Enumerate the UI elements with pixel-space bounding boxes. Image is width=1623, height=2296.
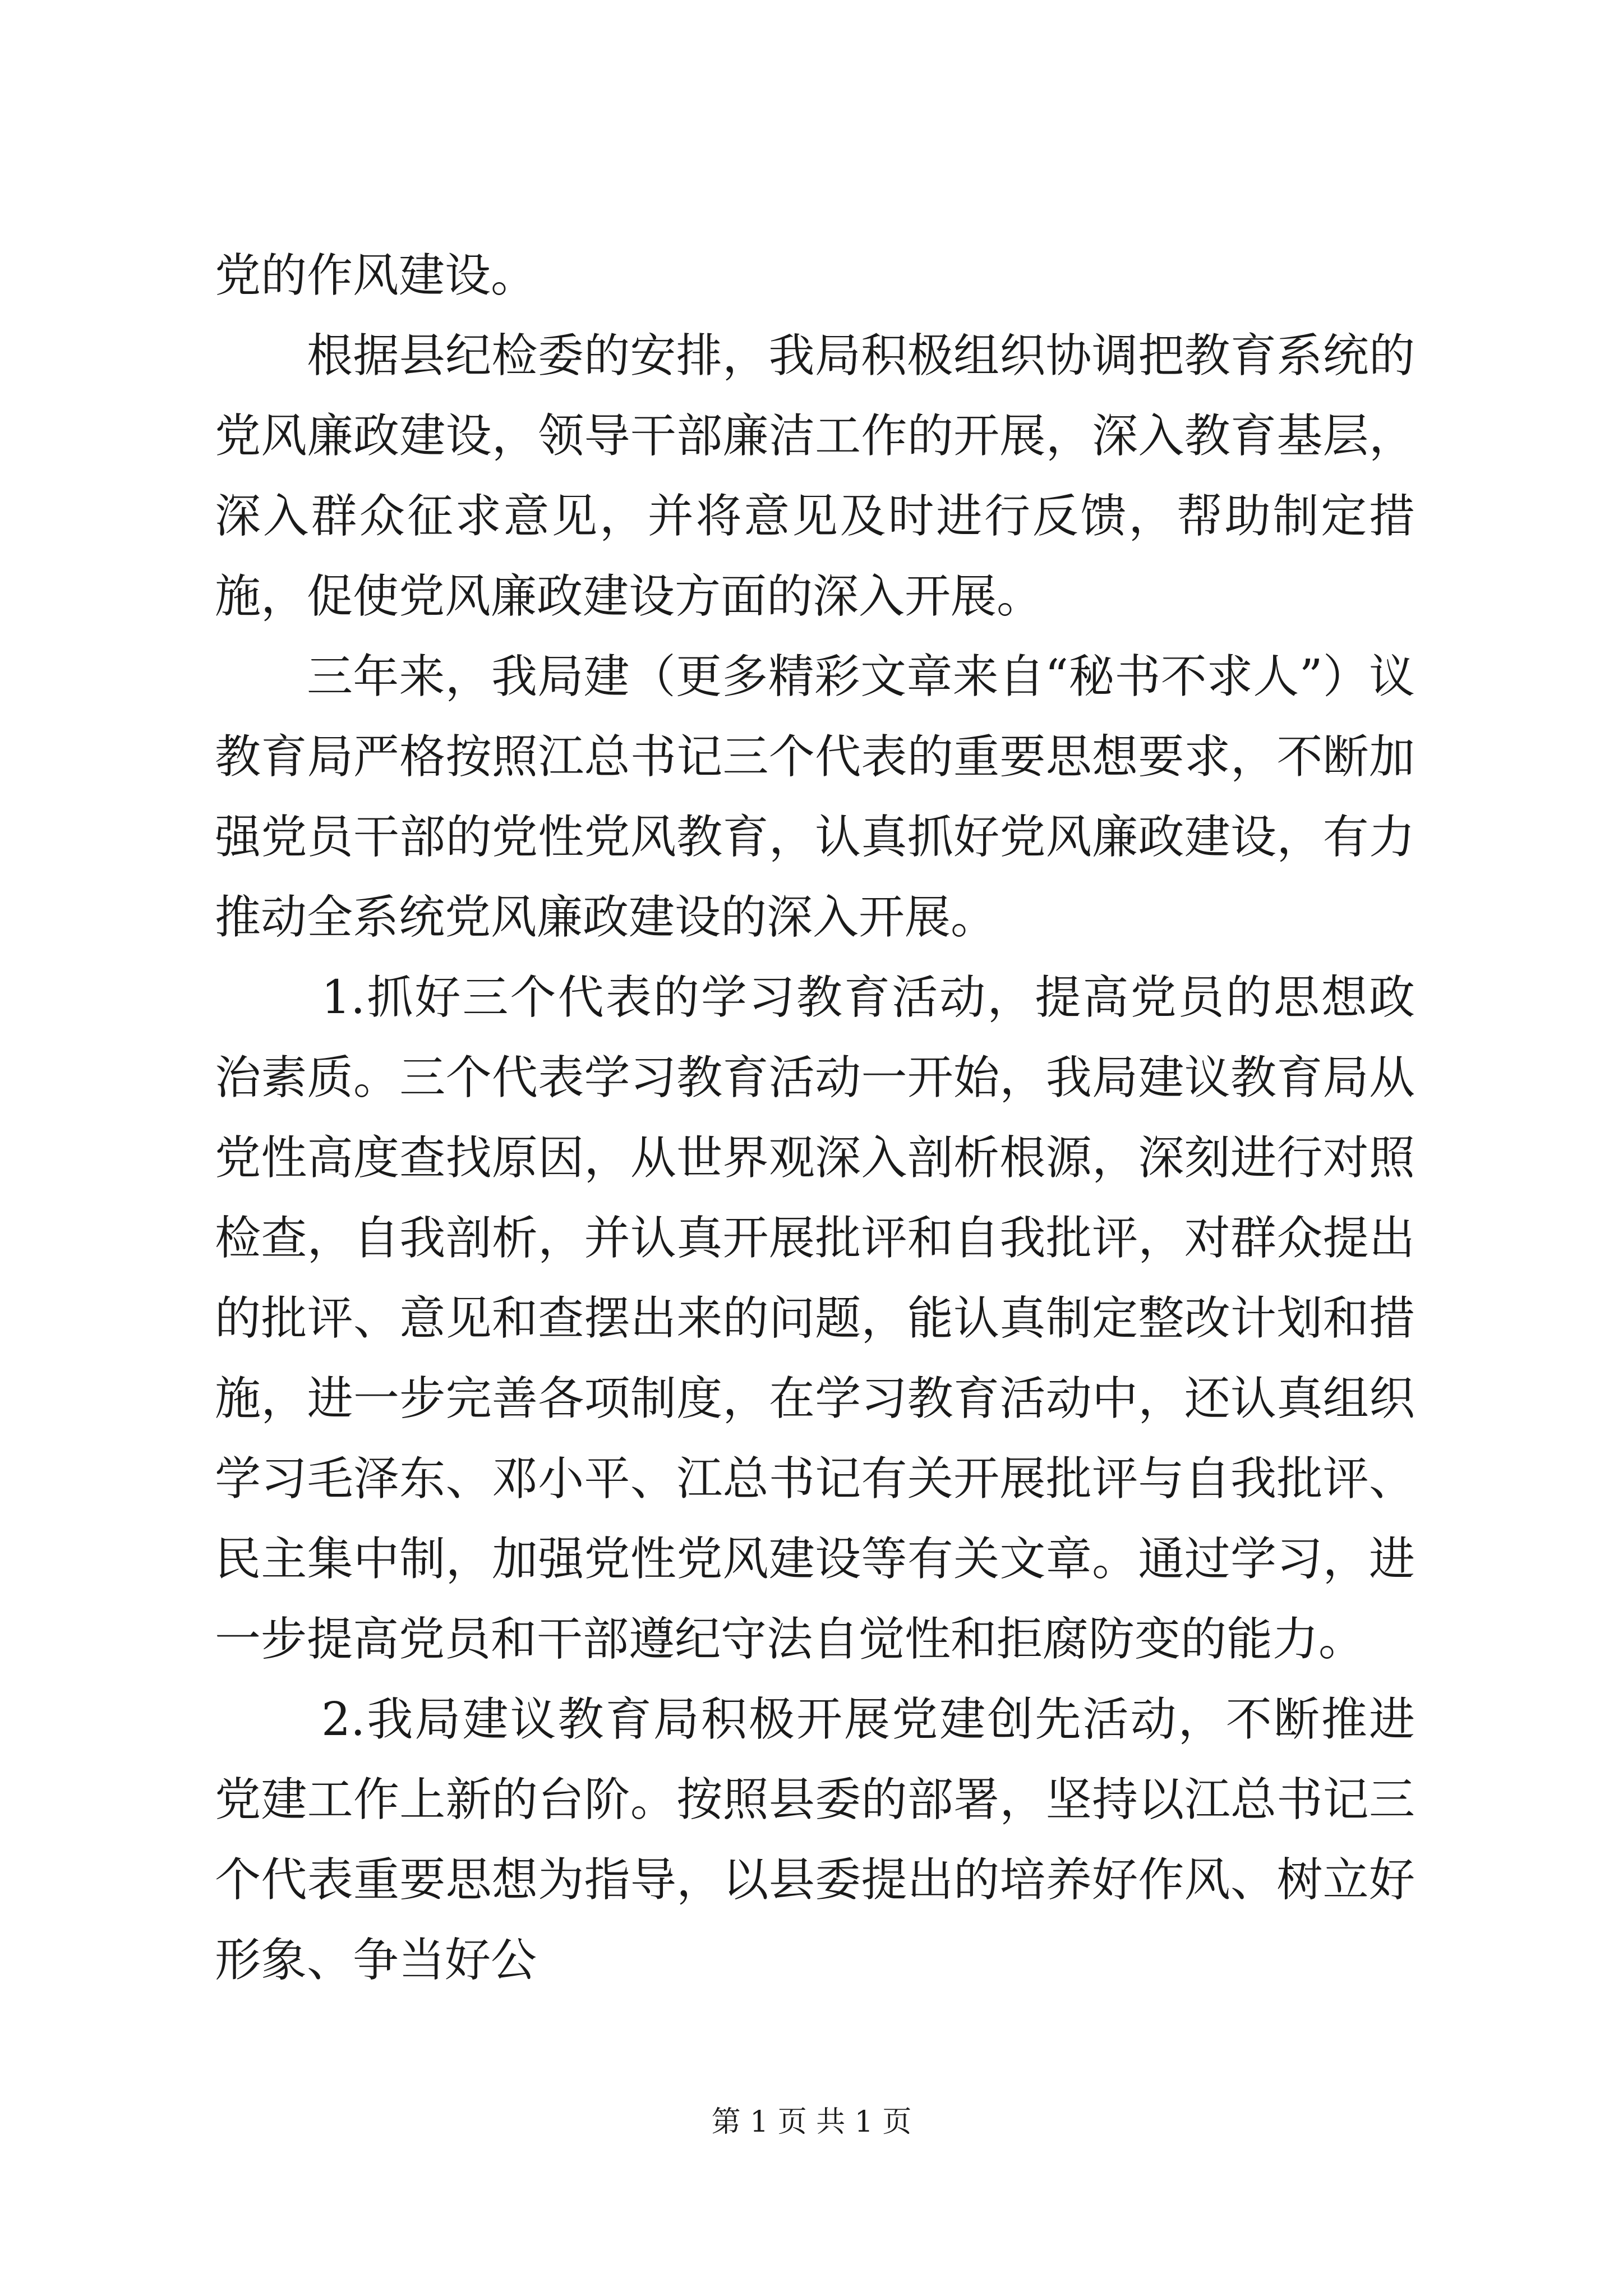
document-body xyxy=(215,236,1415,2000)
paragraph-continuation: 党的作风建设。 xyxy=(215,249,537,302)
paragraph-item-1: 1.抓好三个代表的学习教育活动，提高党员的思想政治素质。三个代表学习教育活动一开始，我局建议教育局从党性高度查找原因，从世界观深入剖析根源，深刻进行对照检查，自我剖析，并认真开展批评和自我批评，对群众提出的批评、意见和查摆出来的问题，能认真制定整改计划和措施，进一步完善各项制度，在学习教育活动中，还认真组织学习毛泽东、邓小平、江总书记有关开展批评与自我批评、民主集中制，加强党性党风建设等有关文章。通过学习，进一步提高党员和干部遵纪守法自觉性和拒腐防变的能力。 xyxy=(215,971,1415,1666)
paragraph-three-years: 三年来，我局建（更多精彩文章来自“秘书不求人”）议教育局严格按照江总书记三个代表的重要思想要求，不断加强党员干部的党性党风教育，认真抓好党风廉政建设，有力推动全系统党风廉政建设的深入开展。 xyxy=(215,650,1415,944)
paragraph-inspection-arrangement: 根据县纪检委的安排，我局积极组织协调把教育系统的党风廉政建设，领导干部廉洁工作的开展，深入教育基层，深入群众征求意见，并将意见及时进行反馈，帮助制定措施，促使党风廉政建设方面的深入开展。 xyxy=(215,329,1415,623)
paragraph-item-2: 2.我局建议教育局积极开展党建创先活动，不断推进党建工作上新的台阶。按照县委的部署，坚持以江总书记三个代表重要思想为指导，以县委提出的培养好作风、树立好形象、争当好公 xyxy=(215,1693,1415,1987)
page-footer: 第 1 页 共 1 页 xyxy=(711,2105,912,2139)
